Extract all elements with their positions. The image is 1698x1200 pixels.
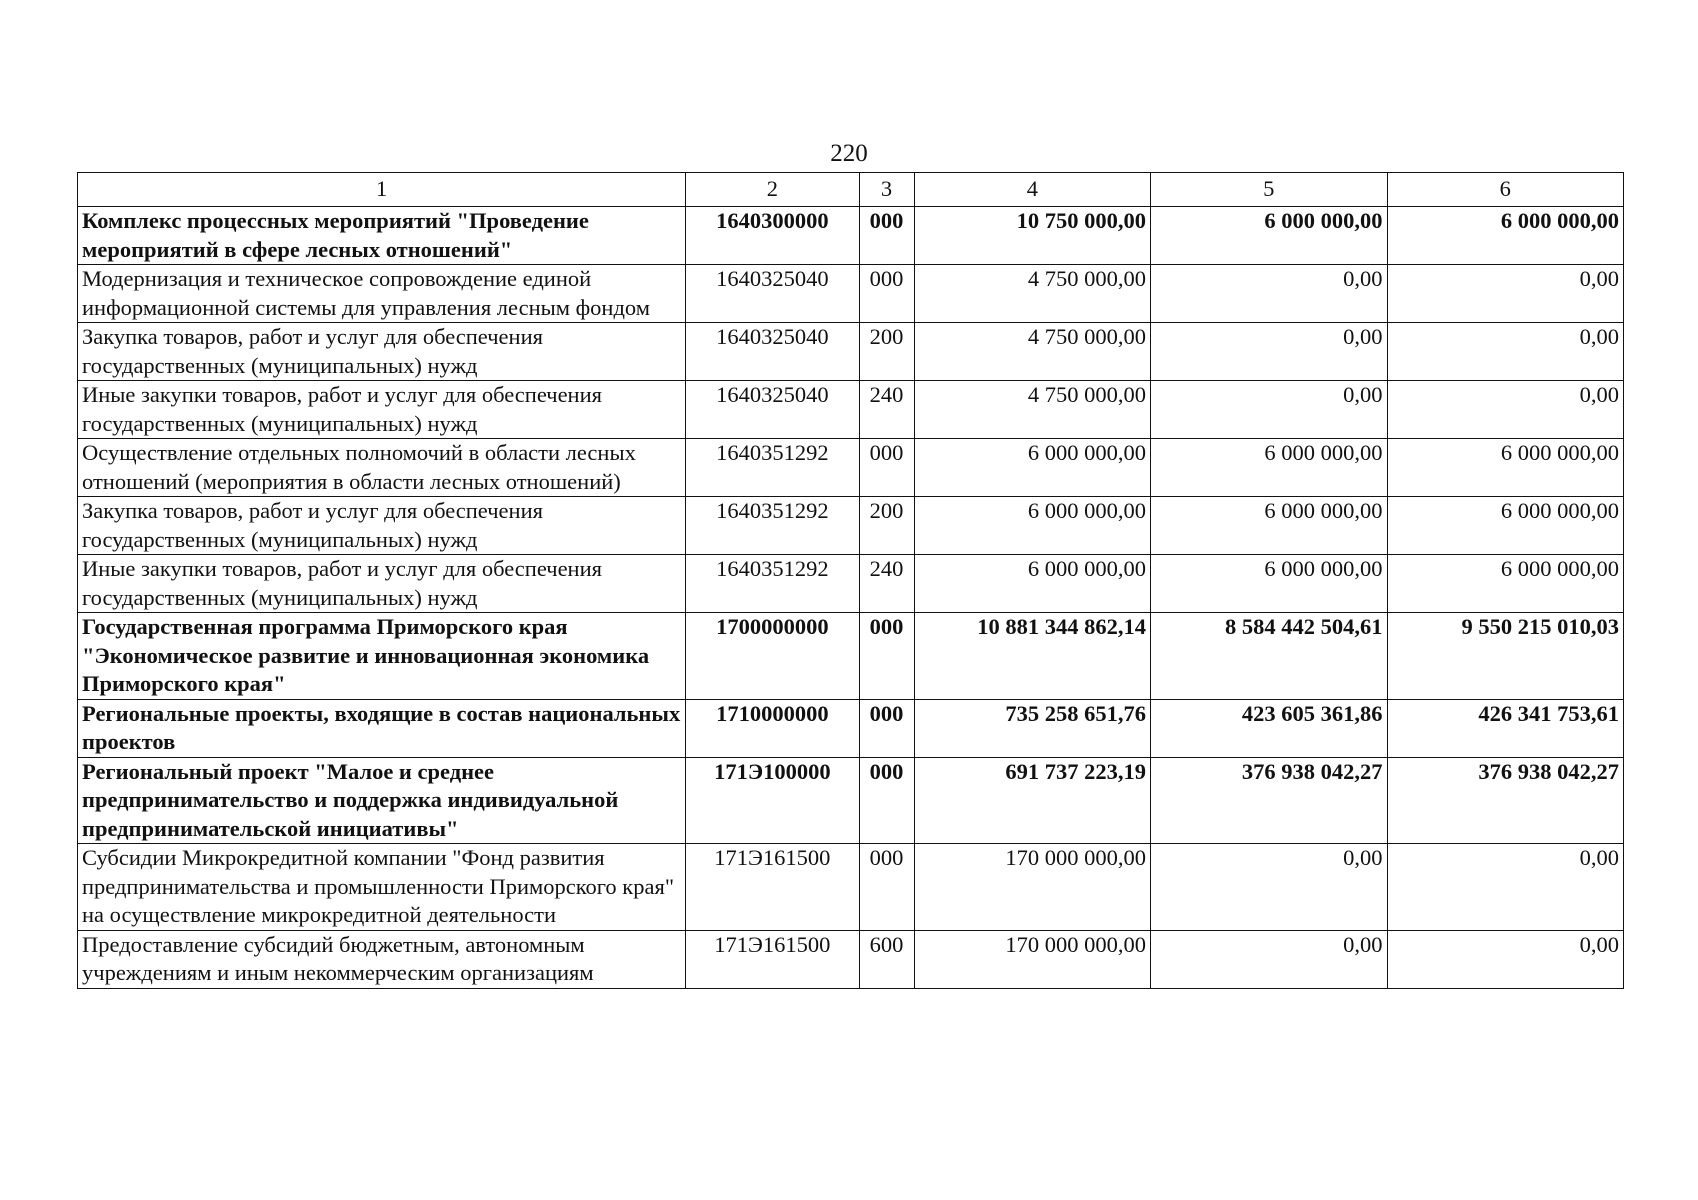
amount-col6-cell: 426 341 753,61 [1387, 699, 1624, 757]
row-name-cell: Региональный проект "Малое и среднее предпринимательство и поддержка индивидуальной предпринимательской инициативы" [78, 757, 686, 844]
expense-type-cell: 000 [859, 613, 914, 700]
amount-col6-cell: 0,00 [1387, 381, 1624, 439]
table-row [78, 757, 1624, 844]
amount-col4-cell: 10 750 000,00 [914, 207, 1150, 265]
target-code-cell: 1640351292 [686, 439, 859, 497]
row-name-cell: Осуществление отдельных полномочий в области лесных отношений (мероприятия в области лесных отношений) [78, 439, 686, 497]
amount-col5-cell: 6 000 000,00 [1151, 207, 1387, 265]
row-name-cell: Модернизация и техническое сопровождение единой информационной системы для управления лесным фондом [78, 265, 686, 323]
table-row [78, 207, 1624, 265]
amount-col5-cell: 423 605 361,86 [1151, 699, 1387, 757]
target-code-cell: 171Э161500 [686, 844, 859, 931]
amount-col5-cell: 6 000 000,00 [1151, 555, 1387, 613]
target-code-cell: 1640351292 [686, 555, 859, 613]
amount-col6-cell: 9 550 215 010,03 [1387, 613, 1624, 700]
amount-col5-cell: 8 584 442 504,61 [1151, 613, 1387, 700]
amount-col6-cell: 6 000 000,00 [1387, 439, 1624, 497]
table-row [78, 613, 1624, 700]
amount-col6-cell: 0,00 [1387, 265, 1624, 323]
amount-col5-cell: 0,00 [1151, 844, 1387, 931]
table-row [78, 699, 1624, 757]
amount-col4-cell: 4 750 000,00 [914, 265, 1150, 323]
expense-type-cell: 000 [859, 757, 914, 844]
expense-type-cell: 000 [859, 207, 914, 265]
column-header-5: 5 [1151, 173, 1387, 207]
expense-type-cell: 600 [859, 930, 914, 988]
amount-col4-cell: 10 881 344 862,14 [914, 613, 1150, 700]
amount-col5-cell: 0,00 [1151, 930, 1387, 988]
table-body [78, 207, 1624, 989]
target-code-cell: 171Э100000 [686, 757, 859, 844]
target-code-cell: 1710000000 [686, 699, 859, 757]
amount-col6-cell: 376 938 042,27 [1387, 757, 1624, 844]
page-number: 220 [830, 140, 868, 167]
amount-col4-cell: 4 750 000,00 [914, 381, 1150, 439]
amount-col4-cell: 691 737 223,19 [914, 757, 1150, 844]
table-row [78, 844, 1624, 931]
amount-col6-cell: 6 000 000,00 [1387, 555, 1624, 613]
target-code-cell: 1640325040 [686, 323, 859, 381]
table-row [78, 265, 1624, 323]
column-header-4: 4 [914, 173, 1150, 207]
row-name-cell: Региональные проекты, входящие в состав национальных проектов [78, 699, 686, 757]
amount-col5-cell: 376 938 042,27 [1151, 757, 1387, 844]
table-row [78, 381, 1624, 439]
expense-type-cell: 200 [859, 497, 914, 555]
amount-col4-cell: 6 000 000,00 [914, 439, 1150, 497]
amount-col4-cell: 4 750 000,00 [914, 323, 1150, 381]
target-code-cell: 1640351292 [686, 497, 859, 555]
amount-col4-cell: 6 000 000,00 [914, 555, 1150, 613]
expense-type-cell: 240 [859, 381, 914, 439]
expense-type-cell: 200 [859, 323, 914, 381]
amount-col5-cell: 0,00 [1151, 323, 1387, 381]
amount-col6-cell: 6 000 000,00 [1387, 497, 1624, 555]
row-name-cell: Государственная программа Приморского края "Экономическое развитие и инновационная экономика Приморского края" [78, 613, 686, 700]
table-row [78, 555, 1624, 613]
amount-col6-cell: 0,00 [1387, 844, 1624, 931]
target-code-cell: 1700000000 [686, 613, 859, 700]
target-code-cell: 1640300000 [686, 207, 859, 265]
amount-col6-cell: 0,00 [1387, 930, 1624, 988]
target-code-cell: 1640325040 [686, 265, 859, 323]
amount-col4-cell: 170 000 000,00 [914, 930, 1150, 988]
amount-col4-cell: 170 000 000,00 [914, 844, 1150, 931]
table-row [78, 439, 1624, 497]
row-name-cell: Субсидии Микрокредитной компании "Фонд развития предпринимательства и промышленности Приморского края" на осуществление микрокредитной деятельности [78, 844, 686, 931]
target-code-cell: 1640325040 [686, 381, 859, 439]
header-row [78, 173, 1624, 207]
amount-col4-cell: 735 258 651,76 [914, 699, 1150, 757]
table-row [78, 323, 1624, 381]
row-name-cell: Иные закупки товаров, работ и услуг для обеспечения государственных (муниципальных) нужд [78, 381, 686, 439]
expense-type-cell: 240 [859, 555, 914, 613]
amount-col5-cell: 6 000 000,00 [1151, 497, 1387, 555]
row-name-cell: Закупка товаров, работ и услуг для обеспечения государственных (муниципальных) нужд [78, 497, 686, 555]
column-header-3: 3 [859, 173, 914, 207]
row-name-cell: Предоставление субсидий бюджетным, автономным учреждениям и иным некоммерческим организациям [78, 930, 686, 988]
row-name-cell: Иные закупки товаров, работ и услуг для обеспечения государственных (муниципальных) нужд [78, 555, 686, 613]
row-name-cell: Комплекс процессных мероприятий "Проведение мероприятий в сфере лесных отношений" [78, 207, 686, 265]
expense-type-cell: 000 [859, 439, 914, 497]
row-name-cell: Закупка товаров, работ и услуг для обеспечения государственных (муниципальных) нужд [78, 323, 686, 381]
column-header-1: 1 [78, 173, 686, 207]
target-code-cell: 171Э161500 [686, 930, 859, 988]
amount-col6-cell: 0,00 [1387, 323, 1624, 381]
amount-col5-cell: 0,00 [1151, 265, 1387, 323]
budget-table [77, 172, 1624, 989]
expense-type-cell: 000 [859, 699, 914, 757]
amount-col5-cell: 6 000 000,00 [1151, 439, 1387, 497]
table-row [78, 497, 1624, 555]
expense-type-cell: 000 [859, 844, 914, 931]
table-row [78, 930, 1624, 988]
column-header-2: 2 [686, 173, 859, 207]
amount-col4-cell: 6 000 000,00 [914, 497, 1150, 555]
column-header-6: 6 [1387, 173, 1624, 207]
amount-col5-cell: 0,00 [1151, 381, 1387, 439]
expense-type-cell: 000 [859, 265, 914, 323]
amount-col6-cell: 6 000 000,00 [1387, 207, 1624, 265]
